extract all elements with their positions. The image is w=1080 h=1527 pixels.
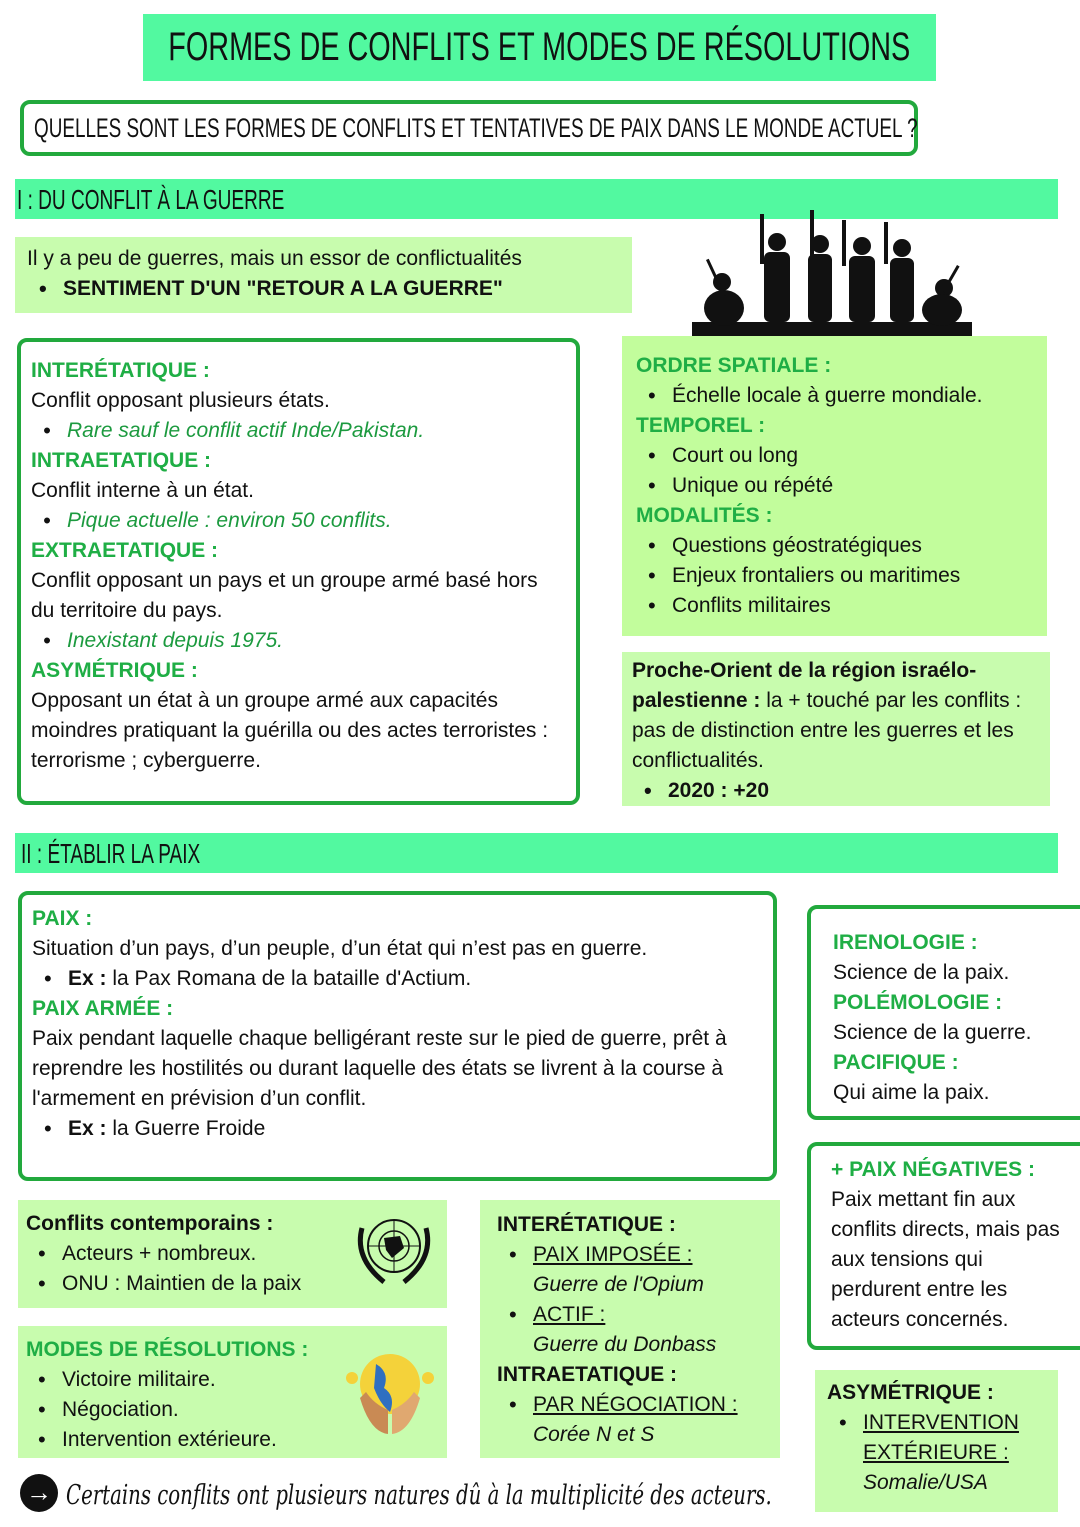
criteria-label: MODALITÉS : (636, 504, 773, 527)
example-text: la Guerre Froide (106, 1117, 266, 1140)
item-example: Somalie/USA (863, 1471, 988, 1494)
example-label: Ex : (68, 967, 107, 990)
criteria-label: ORDRE SPATIALE : (636, 354, 832, 377)
type-text: Conflit interne à un état. (31, 479, 254, 502)
footer-note (66, 1476, 1033, 1516)
contemporains-box (18, 1200, 447, 1308)
proche-orient-bold: Proche-Orient de la région israélo-palestienne : (632, 659, 977, 712)
item-example: Guerre du Donbass (533, 1333, 717, 1356)
negatives-label: + PAIX NÉGATIVES : (831, 1158, 1036, 1181)
paix-armee-label: PAIX ARMÉE : (32, 997, 174, 1020)
intra-label: INTRAETATIQUE : (497, 1363, 678, 1386)
inter-item (497, 1240, 763, 1300)
asym-label: ASYMÉTRIQUE : (827, 1381, 994, 1404)
resolution-examples-box (480, 1200, 780, 1458)
paix-label: PAIX : (32, 907, 93, 930)
contemporains-label: Conflits contemporains : (26, 1212, 274, 1235)
globe-hands-icon (340, 1348, 440, 1438)
paix-text: Situation d’un pays, d’un peuple, d’un état qui n’est pas en guerre. (32, 937, 648, 960)
criteria-item: • Échelle locale à guerre mondiale. (636, 381, 1033, 411)
paix-example (32, 964, 763, 994)
soldiers-silhouette-image (692, 210, 974, 336)
item-example: Guerre de l'Opium (533, 1273, 704, 1296)
contemporains-item: • Acteurs + nombreux. (26, 1239, 439, 1269)
criteria-label: TEMPOREL : (636, 414, 766, 437)
item-title: ACTIF : (533, 1303, 606, 1326)
modes-label: MODES DE RÉSOLUTIONS : (26, 1338, 309, 1361)
question-box (20, 100, 918, 156)
proche-orient-text (632, 656, 1040, 776)
paix-box (18, 891, 777, 1181)
section2-bar (15, 833, 1058, 873)
section2-heading: II : ÉTABLIR LA PAIX (21, 838, 201, 869)
contemporains-item: • ONU : Maintien de la paix (26, 1269, 439, 1299)
modes-item: • Intervention extérieure. (26, 1425, 439, 1455)
criteria-item: • Conflits militaires (636, 591, 1033, 621)
def-label: IRENOLOGIE : (833, 931, 978, 954)
item-title: PAIX IMPOSÉE : (533, 1243, 693, 1266)
def-label: PACIFIQUE : (833, 1051, 959, 1074)
inter-item (497, 1300, 763, 1360)
example-text: la Pax Romana de la bataille d'Actium. (106, 967, 472, 990)
type-text: Conflit opposant un pays et un groupe armé basé hors du territoire du pays. (31, 569, 538, 622)
type-note: • Inexistant depuis 1975. (31, 626, 566, 656)
paix-armee-example (32, 1114, 763, 1144)
item-example: Corée N et S (533, 1423, 655, 1446)
criteria-item: • Questions géostratégiques (636, 531, 1033, 561)
intra-item (497, 1390, 763, 1450)
arrow-circle-icon: → (20, 1474, 58, 1512)
page-title: FORMES DE CONFLITS ET MODES DE RÉSOLUTIONS (168, 25, 911, 69)
type-label: EXTRAETATIQUE : (31, 539, 219, 562)
paix-negatives-box (807, 1142, 1080, 1350)
item-title: INTERVENTION EXTÉRIEURE : (863, 1411, 1019, 1464)
modes-item: • Négociation. (26, 1395, 439, 1425)
section1-heading: I : DU CONFLIT À LA GUERRE (17, 184, 285, 215)
intro-box (15, 237, 632, 313)
criteria-box (622, 336, 1047, 636)
type-note: • Rare sauf le conflit actif Inde/Pakistan. (31, 416, 566, 446)
example-label: Ex : (68, 1117, 107, 1140)
modes-box (18, 1326, 447, 1458)
def-label: POLÉMOLOGIE : (833, 991, 1003, 1014)
type-label: INTRAETATIQUE : (31, 449, 212, 472)
intro-text: Il y a peu de guerres, mais un essor de conflictualités (27, 247, 522, 270)
type-label: ASYMÉTRIQUE : (31, 659, 198, 682)
def-text: Science de la guerre. (833, 1021, 1032, 1044)
intro-bullet: • SENTIMENT D'UN "RETOUR A LA GUERRE" (27, 274, 620, 304)
proche-orient-desc: la + touché par les conflits : pas de distinction entre les guerres et les conflictualités. (632, 689, 1022, 772)
type-note: • Pique actuelle : environ 50 conflits. (31, 506, 566, 536)
criteria-item: • Unique ou répété (636, 471, 1033, 501)
question: QUELLES SONT LES FORMES DE CONFLITS ET TENTATIVES DE PAIX DANS LE MONDE ACTUEL ? (34, 113, 918, 143)
type-label: INTERÉTATIQUE : (31, 359, 210, 382)
conflict-types-box (17, 338, 580, 805)
footer-text: Certains conflits ont plusieurs natures dû à la multiplicité des acteurs. (66, 1480, 772, 1511)
definitions-box (807, 905, 1080, 1120)
title-banner (143, 14, 936, 81)
paix-armee-text: Paix pendant laquelle chaque belligérant reste sur le pied de guerre, prêt à reprendre les hostilités ou durant laquelle des états se livrent à la course à l'armement en prévision d’un conflit. (32, 1027, 727, 1110)
def-text: Science de la paix. (833, 961, 1010, 984)
def-text: Qui aime la paix. (833, 1081, 990, 1104)
item-title: PAR NÉGOCIATION : (533, 1393, 738, 1416)
criteria-item: • Enjeux frontaliers ou maritimes (636, 561, 1033, 591)
proche-orient-box (622, 652, 1050, 806)
un-emblem-icon (348, 1208, 440, 1288)
inter-label: INTERÉTATIQUE : (497, 1213, 676, 1236)
modes-item: • Victoire militaire. (26, 1365, 439, 1395)
criteria-item: • Court ou long (636, 441, 1033, 471)
negatives-text: Paix mettant fin aux conflits directs, mais pas aux tensions qui perdurent entre les acteurs concernés. (831, 1188, 1060, 1331)
proche-orient-bullet: • 2020 : +20 (632, 776, 1040, 806)
type-text: Conflit opposant plusieurs états. (31, 389, 330, 412)
type-text: Opposant un état à un groupe armé aux capacités moindres pratiquant la guérilla ou des actes terroristes : terrorisme ; cyberguerre. (31, 689, 549, 772)
